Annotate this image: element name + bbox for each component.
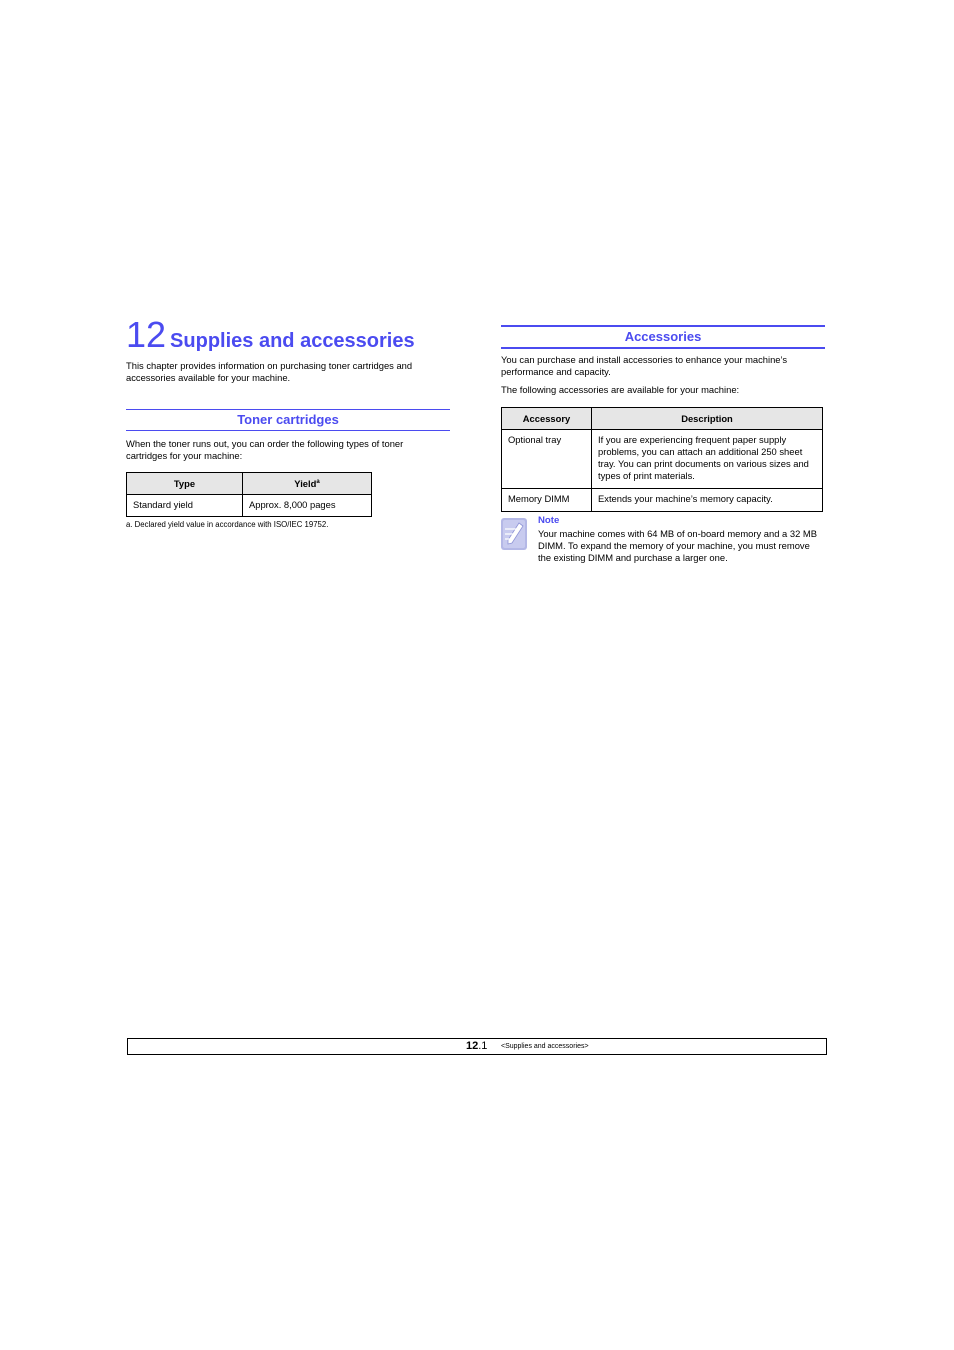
chapter-title-text: Supplies and accessories <box>170 330 415 352</box>
toner-heading: Toner cartridges <box>126 409 450 431</box>
accessories-table-header <box>502 408 823 430</box>
page-number <box>466 1040 487 1052</box>
chapter-number: 12 <box>126 314 167 355</box>
toner-footnote: a. Declared yield value in accordance with ISO/IEC 19752. <box>126 520 329 529</box>
chapter-title <box>126 314 456 356</box>
accessories-heading: Accessories <box>501 325 825 349</box>
toner-intro: When the toner runs out, you can order the following types of toner cartridges for your machine: <box>126 438 404 461</box>
toner-header-yield <box>243 473 372 495</box>
accessories-intro-2: The following accessories are available for your machine: <box>501 384 740 395</box>
accessories-table <box>501 407 823 512</box>
toner-table-header <box>127 473 372 495</box>
page-number-page: .1 <box>478 1040 488 1052</box>
accessories-header-description: Description <box>592 408 823 430</box>
note-icon <box>500 517 528 551</box>
accessories-intro: You can purchase and install accessories to enhance your machine’s performance and capacity. <box>501 354 788 377</box>
note-text: Your machine comes with 64 MB of on-board memory and a 32 MB DIMM. To expand the memory of your machine, you must remove the existing DIMM and purchase a larger one. <box>538 528 817 563</box>
table-cell: Optional tray <box>502 430 592 489</box>
yield-footnote-marker: a <box>316 478 320 485</box>
table-cell: Memory DIMM <box>502 489 592 512</box>
toner-header-yield-label: Yield <box>294 478 317 489</box>
table-cell: Approx. 8,000 pages <box>243 495 372 517</box>
note-title: Note <box>538 515 560 526</box>
accessories-header-accessory: Accessory <box>502 408 592 430</box>
table-cell: If you are experiencing frequent paper supply problems, you can attach an additional 250 sheet tray. You can print documents on various sizes and types of print materials. <box>592 430 823 489</box>
page-footer <box>127 1038 827 1055</box>
page-number-chapter: 12 <box>466 1040 479 1052</box>
footer-chapter-label: <Supplies and accessories> <box>501 1043 589 1050</box>
toner-table <box>126 472 372 517</box>
table-row <box>502 489 823 512</box>
toner-header-type: Type <box>127 473 243 495</box>
table-row <box>127 495 372 517</box>
table-cell: Standard yield <box>127 495 243 517</box>
table-row <box>502 430 823 489</box>
chapter-intro: This chapter provides information on purchasing toner cartridges and accessories available for your machine. <box>126 360 413 383</box>
table-cell: Extends your machine’s memory capacity. <box>592 489 823 512</box>
